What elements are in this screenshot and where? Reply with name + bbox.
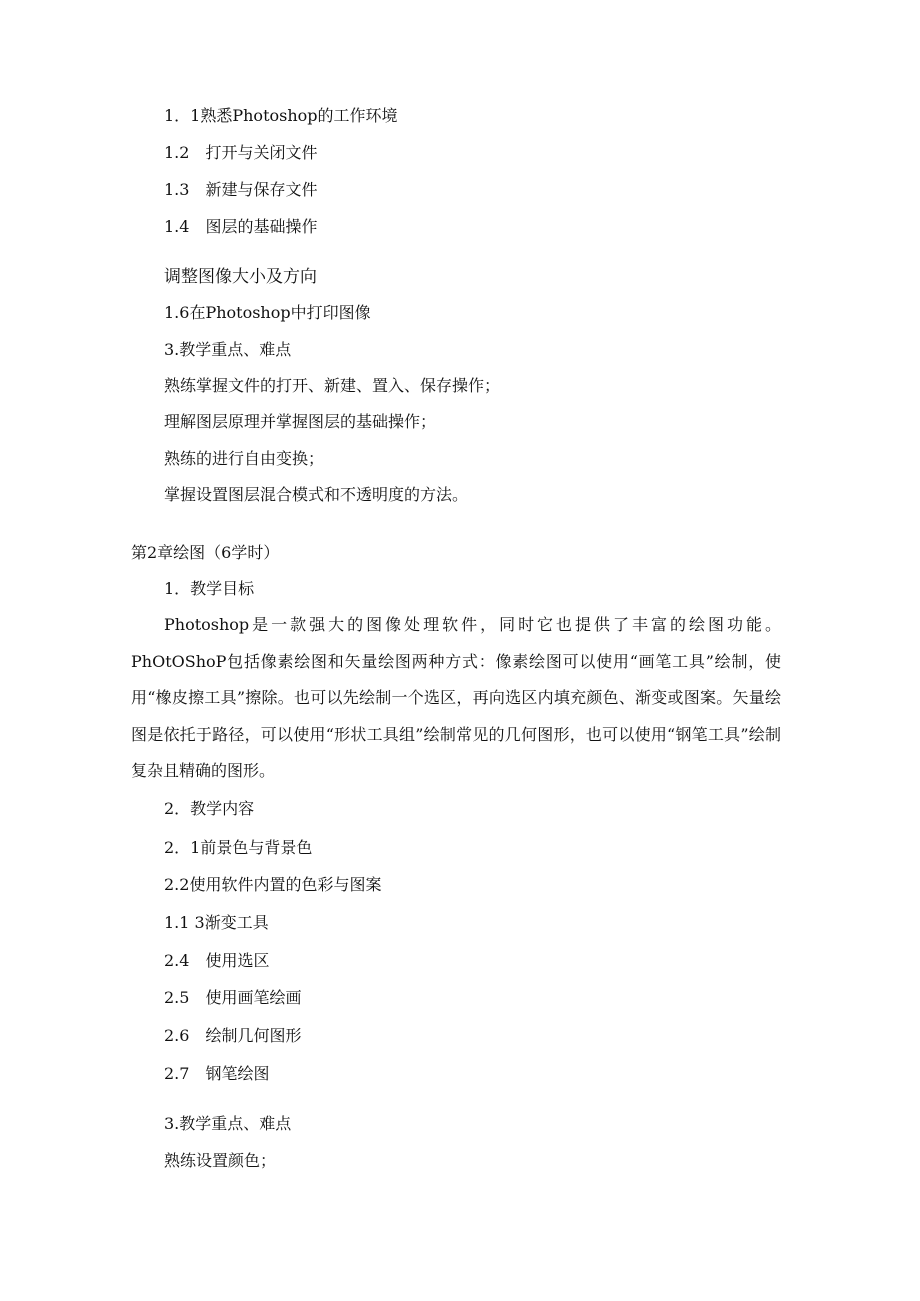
keypoint-item: 熟练的进行自由变换； — [164, 449, 325, 468]
keypoint-item: 熟练设置颜色； — [164, 1151, 277, 1170]
section-heading: 1．教学目标 — [164, 579, 255, 598]
toc-item: 2.7 钢笔绘图 — [164, 1064, 270, 1083]
toc-item: 1.1 3渐变工具 — [164, 913, 269, 932]
toc-item: 2.5 使用画笔绘画 — [164, 988, 302, 1007]
toc-item: 调整图像大小及方向 — [164, 267, 317, 287]
section-heading: 2．教学内容 — [164, 799, 255, 818]
toc-item: 1.2 打开与关闭文件 — [164, 143, 318, 162]
toc-item: 1.6在Photoshop中打印图像 — [164, 303, 371, 322]
toc-item: 2．1前景色与背景色 — [164, 838, 313, 857]
keypoint-item: 理解图层原理并掌握图层的基础操作； — [164, 412, 437, 431]
keypoint-item: 掌握设置图层混合模式和不透明度的方法。 — [164, 485, 469, 504]
toc-item: 1.4 图层的基础操作 — [164, 217, 318, 236]
toc-item: 2.2使用软件内置的色彩与图案 — [164, 875, 382, 894]
toc-item: 2.4 使用选区 — [164, 951, 270, 970]
toc-item: 2.6 绘制几何图形 — [164, 1026, 302, 1045]
section-heading: 3.教学重点、难点 — [164, 1114, 292, 1133]
keypoint-item: 熟练掌握文件的打开、新建、置入、保存操作； — [164, 376, 501, 395]
section-heading: 3.教学重点、难点 — [164, 340, 292, 359]
toc-item: 1．1熟悉Photoshop的工作环境 — [164, 106, 398, 125]
toc-item: 1.3 新建与保存文件 — [164, 180, 318, 199]
goals-paragraph: Photoshop是一款强大的图像处理软件，同时它也提供了丰富的绘图功能。PhOtOShoP包括像素绘图和矢量绘图两种方式：像素绘图可以使用“画笔工具”绘制，使用“橡皮擦工具”擦除。也可以先绘制一个选区，再向选区内填充颜色、渐变或图案。矢量绘图是依托于路径，可以使用“形状工具组”绘制常见的几何图形，也可以使用“钢笔工具”绘制复杂且精确的图形。 — [131, 615, 781, 780]
chapter-title: 第2章绘图（6学时） — [131, 543, 280, 562]
